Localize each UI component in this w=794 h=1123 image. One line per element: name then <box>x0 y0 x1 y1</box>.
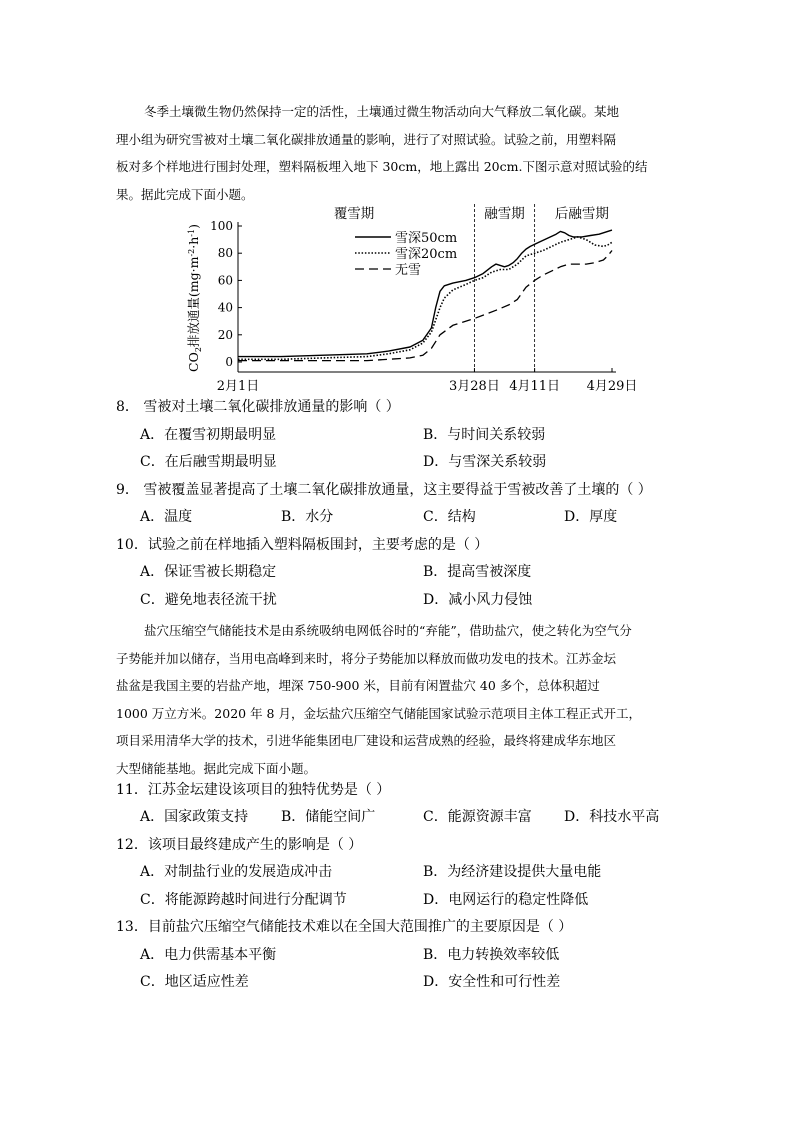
option-d[interactable]: D．电网运行的稳定性降低 <box>423 892 589 908</box>
period-label: 后融雪期 <box>554 206 609 222</box>
x-tick-label: 3月28日 <box>449 379 500 394</box>
y-tick-label: 100 <box>210 219 233 233</box>
passage-line: 大型储能基地。据此完成下面小题。 <box>116 760 317 776</box>
passage-line: 1000 万立方米。2020 年 8 月，金坛盐穴压缩空气储能国家试验示范项目主体工程正式开工， <box>116 705 641 721</box>
option-c[interactable]: C．将能源跨越时间进行分配调节 <box>140 892 347 908</box>
option-b[interactable]: B．提高雪被深度 <box>423 564 532 580</box>
option-a[interactable]: A．温度 <box>140 509 193 525</box>
option-b[interactable]: B．储能空间广 <box>281 809 376 825</box>
y-axis-label: $CO_2$排放通量$(mg\cdot m^{-2}\cdot h^{-1})$ <box>186 224 203 372</box>
passage-line: 项目采用清华大学的技术，引进华能集团电厂建设和运营成熟的经验，最终将建成华东地区 <box>116 733 617 748</box>
option-c[interactable]: C．结构 <box>423 509 476 525</box>
question-8-stem: 8． 雪被对土壤二氧化碳排放通量的影响（ ） <box>116 399 400 415</box>
passage-line: 果。据此完成下面小题。 <box>116 186 254 202</box>
option-a[interactable]: A．电力供需基本平衡 <box>140 947 277 963</box>
co2-flux-line-chart <box>180 200 638 395</box>
passage-line: 盐穴压缩空气储能技术是由系统吸纳电网低谷时的“弃能”，借助盐穴，使之转化为空气分 <box>144 623 632 638</box>
option-d[interactable]: D．安全性和可行性差 <box>423 974 561 990</box>
option-c[interactable]: C．能源资源丰富 <box>423 809 532 825</box>
passage-snow-co2 <box>116 98 676 208</box>
question-9-stem: 9． 雪被覆盖显著提高了土壤二氧化碳排放通量，这主要得益于雪被改善了土壤的（ ） <box>116 482 652 498</box>
option-c[interactable]: C．在后融雪期最明显 <box>140 454 277 470</box>
option-c[interactable]: C．地区适应性差 <box>140 974 249 990</box>
y-tick-label: 0 <box>225 355 233 369</box>
passage-line: 板对多个样地进行围封处理，塑料隔板埋入地下 30cm，地上露出 20cm.下图示意对照试验的结 <box>116 159 648 174</box>
x-tick-label: 4月29日 <box>586 379 638 394</box>
legend-label: 雪深20cm <box>395 247 458 262</box>
option-b[interactable]: B．水分 <box>281 509 334 525</box>
passage-line: 子势能并加以储存，当用电高峰到来时，将分子势能加以释放而做功发电的技术。江苏金坛 <box>116 650 617 666</box>
question-10-stem: 10．试验之前在样地插入塑料隔板围封，主要考虑的是（ ） <box>116 537 489 553</box>
question-13-stem: 13．目前盐穴压缩空气储能技术难以在全国大范围推广的主要原因是（ ） <box>116 919 573 935</box>
option-d[interactable]: D．与雪深关系较弱 <box>423 454 547 470</box>
option-d[interactable]: D．科技水平高 <box>564 809 660 825</box>
y-tick-label: 40 <box>217 300 233 315</box>
option-b[interactable]: B．与时间关系较弱 <box>423 427 546 443</box>
option-b[interactable]: B．为经济建设提供大量电能 <box>423 864 602 880</box>
series-line-3 <box>238 251 612 361</box>
option-a[interactable]: A．国家政策支持 <box>140 809 249 825</box>
option-a[interactable]: A．对制盐行业的发展造成冲击 <box>140 864 333 880</box>
option-a[interactable]: A．在覆雪初期最明显 <box>140 427 277 443</box>
option-b[interactable]: B．电力转换效率较低 <box>423 947 560 963</box>
passage-salt-cavern-storage <box>116 617 676 782</box>
question-12-stem: 12．该项目最终建成产生的影响是（ ） <box>116 837 363 853</box>
option-a[interactable]: A．保证雪被长期稳定 <box>140 564 277 580</box>
passage-line: 冬季土壤微生物仍然保持一定的活性，土壤通过微生物活动向大气释放二氧化碳。某地 <box>144 104 620 119</box>
option-d[interactable]: D．厚度 <box>564 509 618 525</box>
passage-line: 理小组为研究雪被对土壤二氧化碳排放通量的影响，进行了对照试验。试验之前，用塑料隔 <box>116 131 617 147</box>
period-label: 融雪期 <box>484 206 525 222</box>
x-tick-label: 2月1日 <box>216 379 260 394</box>
period-label: 覆雪期 <box>333 206 375 222</box>
legend-label: 雪深50cm <box>395 231 458 246</box>
option-d[interactable]: D．减小风力侵蚀 <box>423 592 533 608</box>
option-c[interactable]: C．避免地表径流干扰 <box>140 592 277 608</box>
x-tick-label: 4月11日 <box>509 379 561 394</box>
passage-line: 盐盆是我国主要的岩盐产地，埋深 750-900 米，目前有闲置盐穴 40 多个，总体积超过 <box>116 678 600 693</box>
y-tick-label: 80 <box>217 246 233 261</box>
question-11-stem: 11．江苏金坛建设该项目的独特优势是（ ） <box>116 782 391 798</box>
y-tick-label: 20 <box>217 327 233 342</box>
legend-label: 无雪 <box>395 263 422 278</box>
y-tick-label: 60 <box>217 273 233 288</box>
